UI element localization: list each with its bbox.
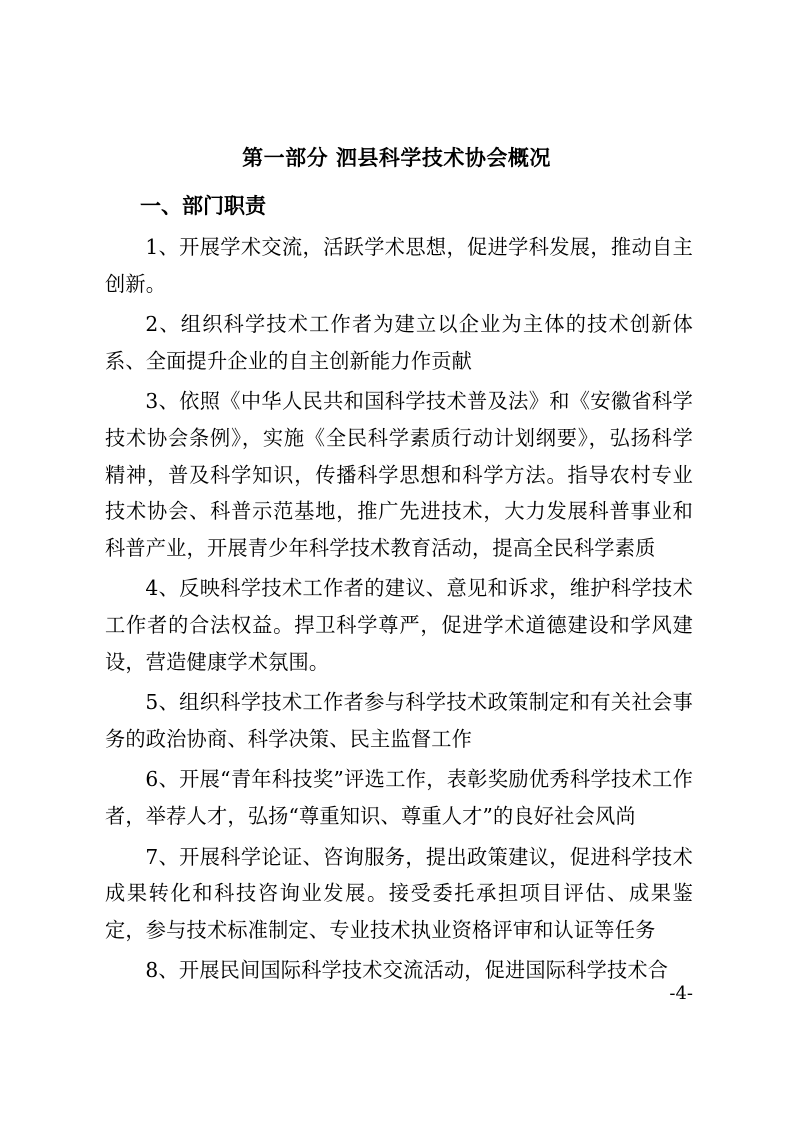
page-number: -4- (669, 983, 693, 1004)
paragraph-1: 1、开展学术交流，活跃学术思想，促进学科发展，推动自主创新。 (105, 235, 693, 296)
document-title: 第一部分 泗县科学技术协会概况 (242, 146, 551, 170)
paragraph-4: 4、反映科学技术工作者的建议、意见和诉求，维护科学技术工作者的合法权益。捍卫科学尊严，促进学术道德建设和学风建设，营造健康学术氛围。 (105, 576, 693, 674)
paragraph-8: 8、开展民间国际科学技术交流活动，促进国际科学技术合 (145, 958, 669, 983)
paragraph-5: 5、组织科学技术工作者参与科学技术政策制定和有关社会事务的政治协商、科学决策、民主监督工作 (105, 690, 693, 751)
body-text (105, 229, 693, 993)
paragraph-3: 3、依照《中华人民共和国科学技术普及法》和《安徽省科学技术协会条例》，实施《全民科学素质行动计划纲要》，弘扬科学精神，普及科学知识，传播科学思想和科学方法。指导农村专业技术协会、科普示范基地，推广先进技术，大力发展科普事业和科普产业，开展青少年科学技术教育活动，提高全民科学素质 (105, 389, 693, 560)
section-heading: 一、部门职责 (140, 194, 266, 218)
paragraph-2: 2、组织科学技术工作者为建立以企业为主体的技术创新体系、全面提升企业的自主创新能力作贡献 (105, 312, 693, 373)
paragraph-7: 7、开展科学论证、咨询服务，提出政策建议，促进科学技术成果转化和科技咨询业发展。接受委托承担项目评估、成果鉴定，参与技术标准制定、专业技术执业资格评审和认证等任务 (105, 844, 693, 942)
paragraph-6: 6、开展“青年科技奖”评选工作，表彰奖励优秀科学技术工作者，举荐人才，弘扬“尊重知识、尊重人才”的良好社会风尚 (105, 767, 693, 828)
